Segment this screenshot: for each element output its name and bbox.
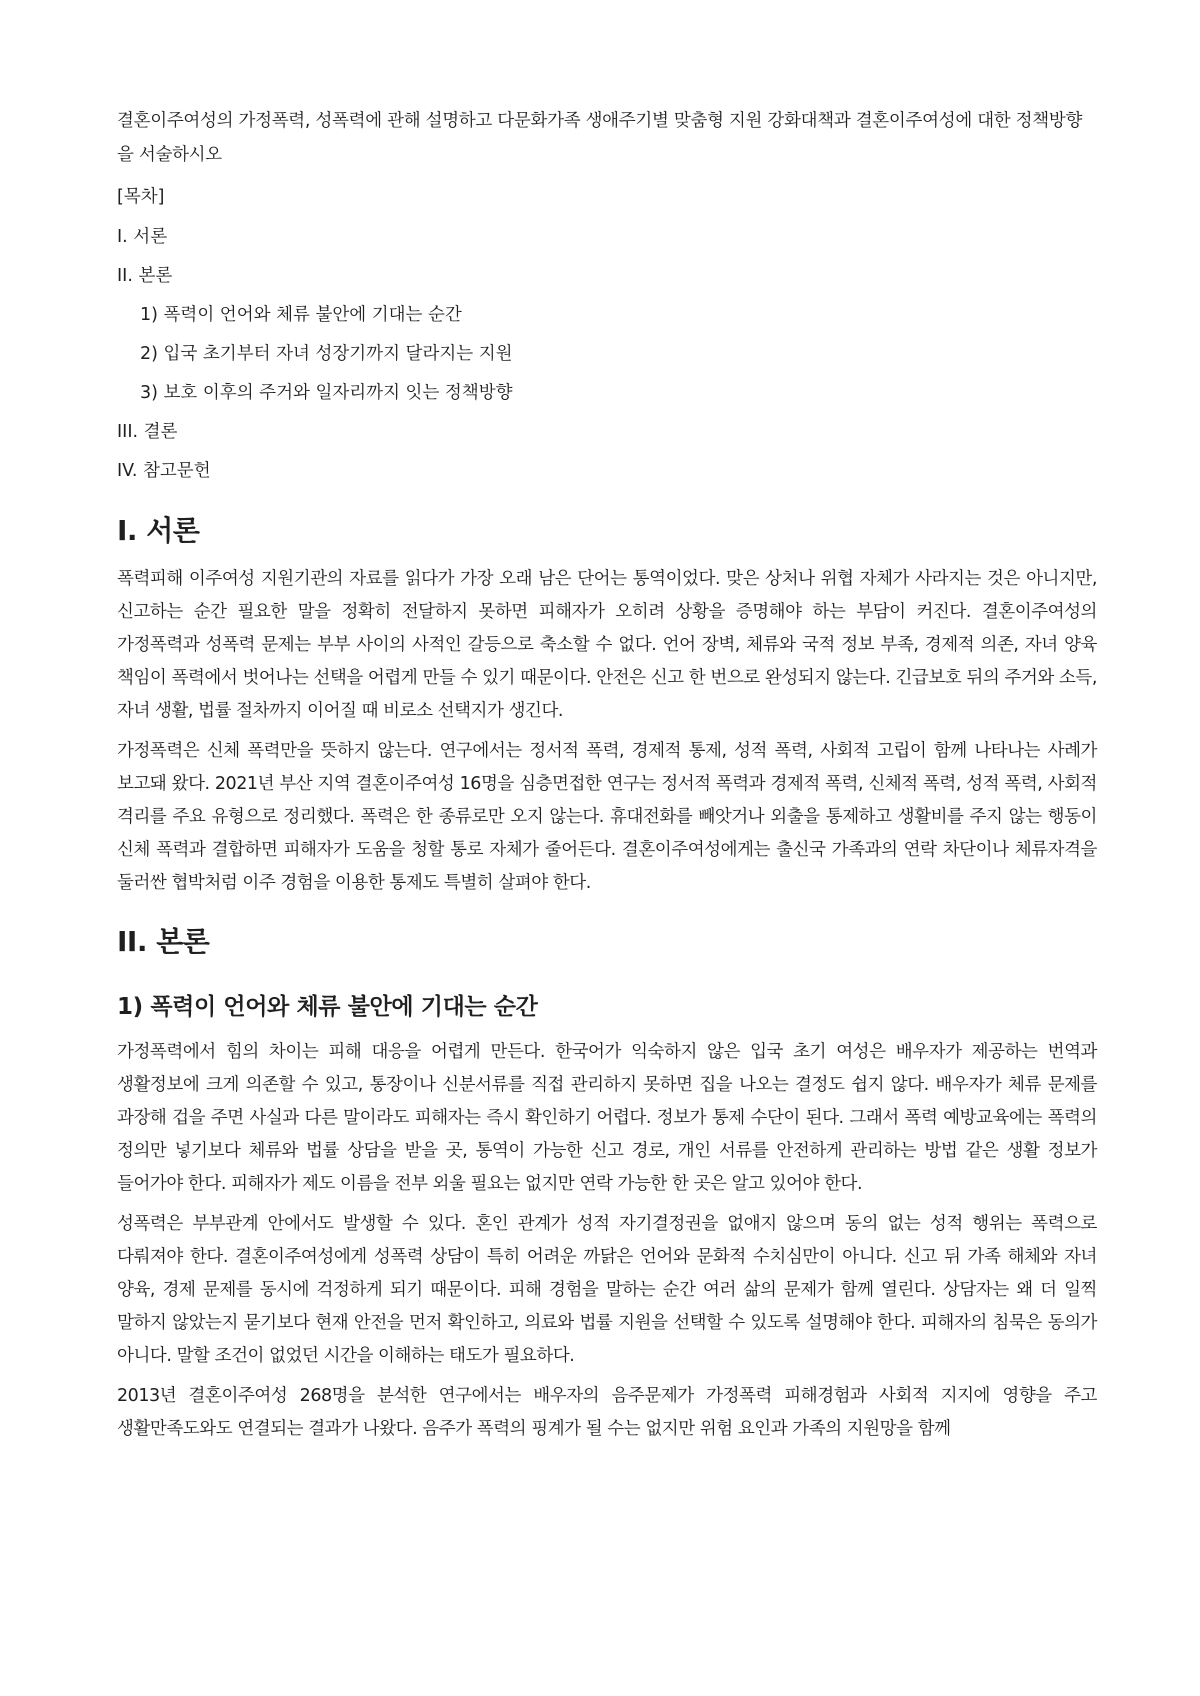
toc-item-references: IV. 참고문헌 — [117, 461, 211, 481]
body-paragraph: 가정폭력에서 힘의 차이는 피해 대응을 어렵게 만든다. 한국어가 익숙하지 않은 입국 초기 여성은 배우자가 제공하는 번역과 생활정보에 크게 의존할 수 있고, 통장이나 신분서류를 직접 관리하지 못하면 집을 나오는 결정도 쉽지 않다. 배우자가 체류 문제를 과장해 겁을 주면 사실과 다른 말이라도 피해자는 즉시 확인하기 어렵다. 정보가 통제 수단이 된다. 그래서 폭력 예방교육에는 폭력의 정의만 넣기보다 체류와 법률 상담을 받을 곳, 통역이 가능한 신고 경로, 개인 서류를 안전하게 관리하는 방법 같은 생활 정보가 들어가야 한다. 피해자가 제도 이름을 전부 외울 필요는 없지만 연락 가능한 한 곳은 알고 있어야 한다. — [117, 1042, 1097, 1194]
table-of-contents — [117, 182, 1097, 486]
section-heading-body: II. 본론 — [117, 925, 210, 958]
toc-subitem-3: 3) 보호 이후의 주거와 일자리까지 잇는 정책방향 — [140, 383, 513, 403]
toc-heading: [목차] — [117, 187, 165, 207]
toc-item-intro: I. 서론 — [117, 227, 168, 247]
section-heading-intro: I. 서론 — [117, 514, 200, 547]
subsection-heading-1: 1) 폭력이 언어와 체류 불안에 기대는 순간 — [117, 994, 538, 1020]
intro-paragraph: 가정폭력은 신체 폭력만을 뜻하지 않는다. 연구에서는 정서적 폭력, 경제적 통제, 성적 폭력, 사회적 고립이 함께 나타나는 사례가 보고돼 왔다. 2021년 부산 지역 결혼이주여성 16명을 심층면접한 연구는 정서적 폭력과 경제적 폭력, 신체적 폭력, 성적 폭력, 사회적 격리를 주요 유형으로 정리했다. 폭력은 한 종류로만 오지 않는다. 휴대전화를 빼앗거나 외출을 통제하고 생활비를 주지 않는 행동이 신체 폭력과 결합하면 피해자가 도움을 청할 통로 자체가 줄어든다. 결혼이주여성에게는 출신국 가족과의 연락 차단이나 체류자격을 둘러싼 협박처럼 이주 경험을 이용한 통제도 특별히 살펴야 한다. — [117, 741, 1097, 893]
toc-subitem-2: 2) 입국 초기부터 자녀 성장기까지 달라지는 지원 — [140, 344, 513, 364]
document-page — [117, 104, 1097, 1453]
assignment-prompt: 결혼이주여성의 가정폭력, 성폭력에 관해 설명하고 다문화가족 생애주기별 맞춤형 지원 강화대책과 결혼이주여성에 대한 정책방향을 서술하시오 — [117, 111, 1083, 165]
toc-item-body: II. 본론 — [117, 266, 173, 286]
body-paragraph: 2013년 결혼이주여성 268명을 분석한 연구에서는 배우자의 음주문제가 가정폭력 피해경험과 사회적 지지에 영향을 주고 생활만족도와도 연결되는 결과가 나왔다. 음주가 폭력의 핑계가 될 수는 없지만 위험 요인과 가족의 지원망을 함께 — [117, 1386, 1097, 1439]
toc-item-conclusion: III. 결론 — [117, 422, 178, 442]
body-paragraph: 성폭력은 부부관계 안에서도 발생할 수 있다. 혼인 관계가 성적 자기결정권을 없애지 않으며 동의 없는 성적 행위는 폭력으로 다뤄져야 한다. 결혼이주여성에게 성폭력 상담이 특히 어려운 까닭은 언어와 문화적 수치심만이 아니다. 신고 뒤 가족 해체와 자녀 양육, 경제 문제를 동시에 걱정하게 되기 때문이다. 피해 경험을 말하는 순간 여러 삶의 문제가 함께 열린다. 상담자는 왜 더 일찍 말하지 않았는지 묻기보다 현재 안전을 먼저 확인하고, 의료와 법률 지원을 선택할 수 있도록 설명해야 한다. 피해자의 침묵은 동의가 아니다. 말할 조건이 없었던 시간을 이해하는 태도가 필요하다. — [117, 1214, 1097, 1366]
intro-paragraph: 폭력피해 이주여성 지원기관의 자료를 읽다가 가장 오래 남은 단어는 통역이었다. 맞은 상처나 위협 자체가 사라지는 것은 아니지만, 신고하는 순간 필요한 말을 정확히 전달하지 못하면 피해자가 오히려 상황을 증명해야 하는 부담이 커진다. 결혼이주여성의 가정폭력과 성폭력 문제는 부부 사이의 사적인 갈등으로 축소할 수 없다. 언어 장벽, 체류와 국적 정보 부족, 경제적 의존, 자녀 양육 책임이 폭력에서 벗어나는 선택을 어렵게 만들 수 있기 때문이다. 안전은 신고 한 번으로 완성되지 않는다. 긴급보호 뒤의 주거와 소득, 자녀 생활, 법률 절차까지 이어질 때 비로소 선택지가 생긴다. — [117, 569, 1097, 721]
toc-subitem-1: 1) 폭력이 언어와 체류 불안에 기대는 순간 — [140, 305, 462, 325]
